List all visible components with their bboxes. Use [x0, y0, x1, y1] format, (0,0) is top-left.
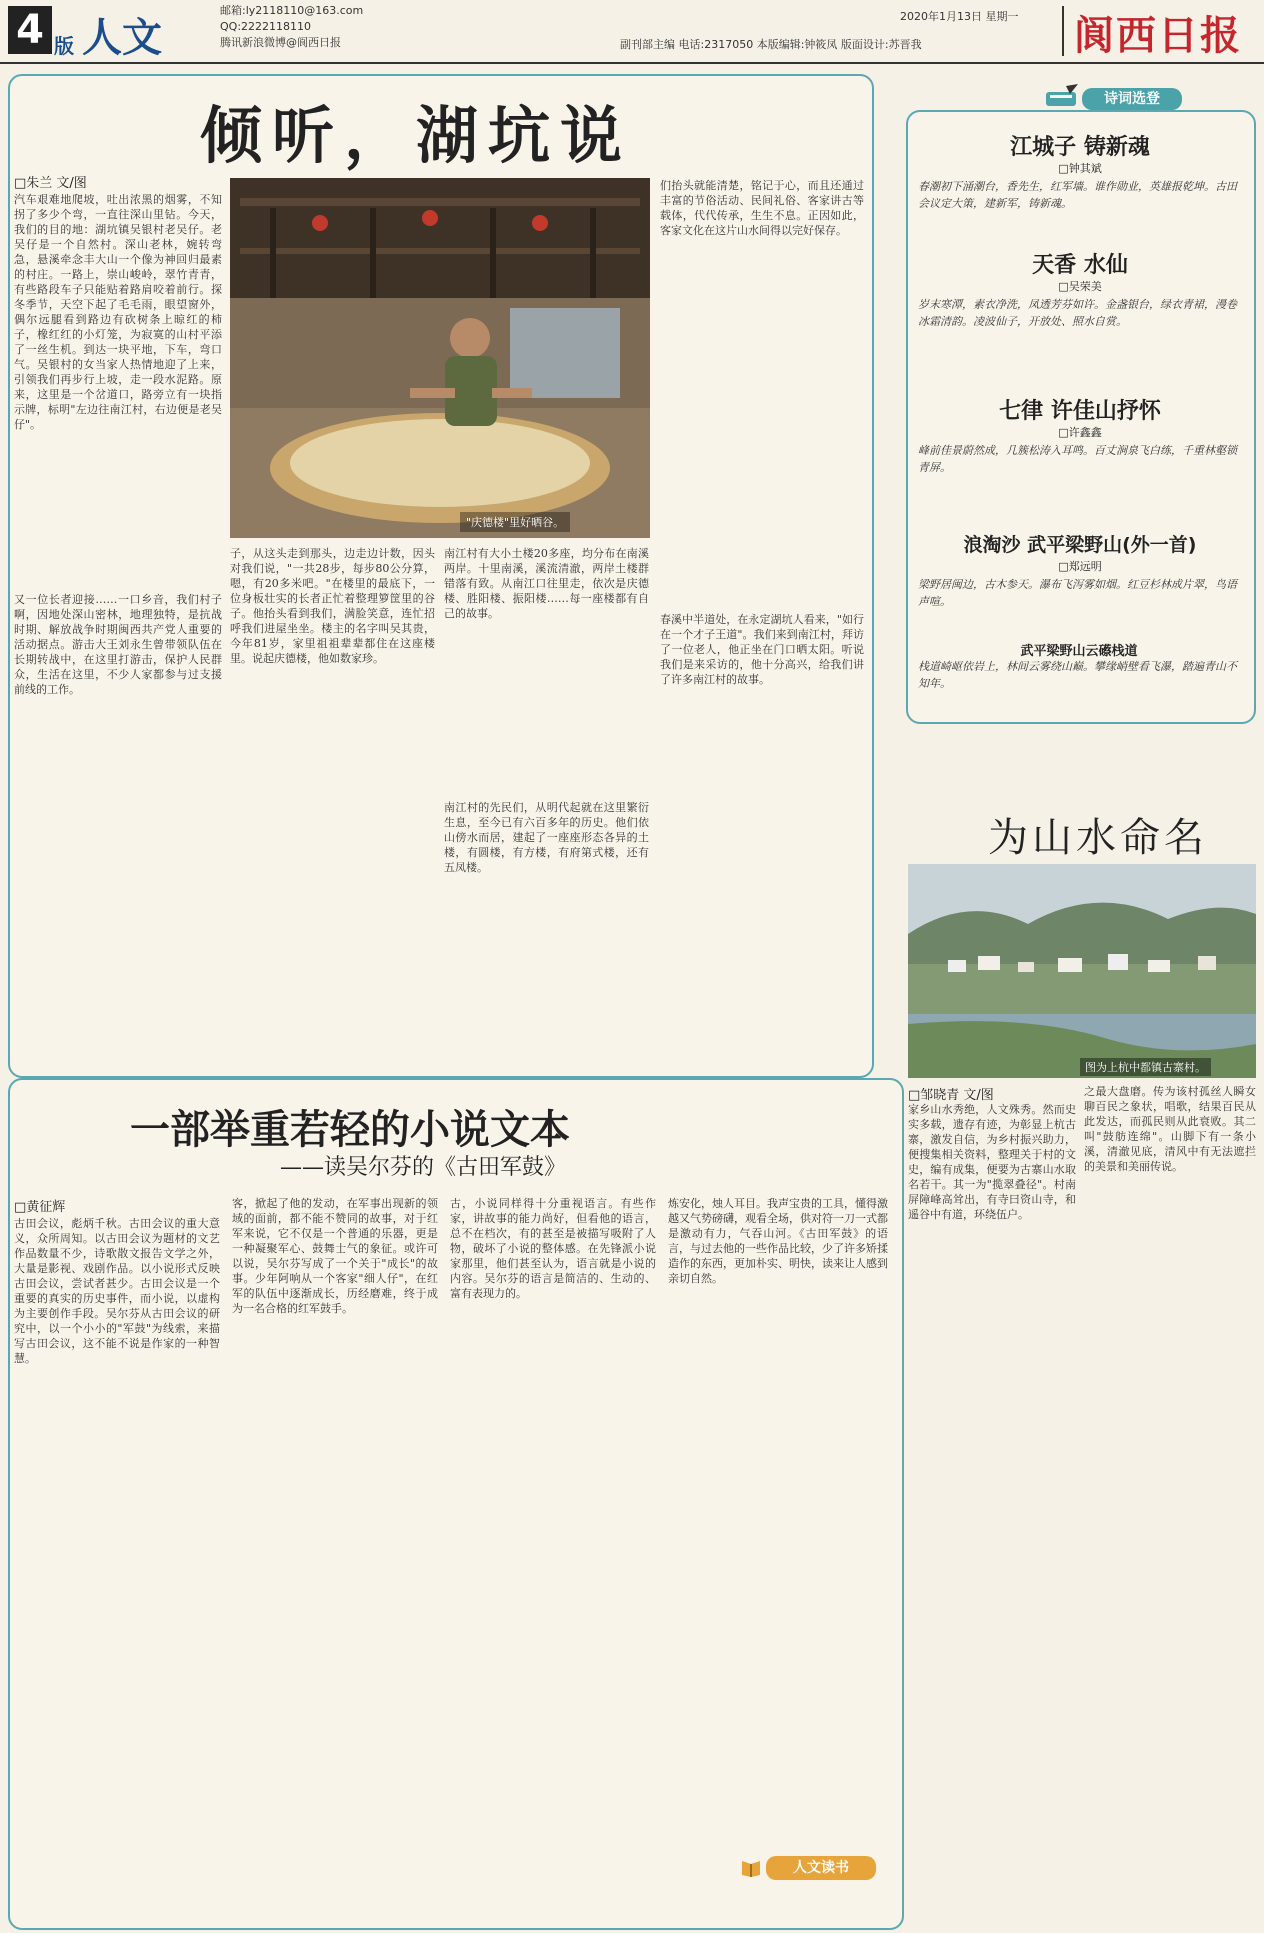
poem-2-text: 岁末寒潭，素衣净洗，凤透芳芬如许。金盏银台，绿衣青裙，漫卷冰霜清韵。凌波仙子，开放处、照水自赏。: [918, 298, 1237, 328]
issue-date: 2020年1月13日 星期一: [900, 10, 1019, 23]
page-suffix: 版: [54, 34, 74, 58]
masthead-divider: [1062, 6, 1064, 56]
article-bottom-col2: 客，掀起了他的发动，在军事出现新的领域的面前，都不能不赞同的故事，对于红军来说，它不仅是一个普通的乐器，更是一种凝聚军心、鼓舞士气的象征。或许可以说，吴尔芬写成了一个关于"成长"的故事。少年阿响从一个客家"细人仔"，在红军的队伍中逐渐成长，历经磨难，终于成为一名合格的红军鼓手。: [232, 1197, 438, 1315]
article-top-col3b: 南江村的先民们，从明代起就在这里繁衍生息，至今已有六百多年的历史。他们依山傍水而居，建起了一座座形态各异的土楼，有圆楼，有方楼，有府第式楼，还有五凤楼。: [444, 801, 649, 874]
article-right-photo-caption: 图为上杭中都镇古寨村。: [1080, 1058, 1211, 1076]
article-right-headline: 为山水命名: [988, 815, 1208, 861]
poem-4-text: 梁野居闽边，古木参天。瀑布飞泻雾如烟。红豆杉林成片翠，鸟语声喧。: [918, 578, 1237, 608]
article-right-byline: □邹晓青 文/图: [908, 1088, 994, 1103]
poem-5-title: 武平梁野山云礤栈道: [1020, 644, 1138, 659]
book-quill-icon: [1044, 84, 1080, 110]
article-bottom-col1: 古田会议，彪炳千秋。古田会议的重大意义，众所周知。以古田会议为题材的文艺作品数量不少，诗歌散文报告文学之外，大量是影视、戏剧作品。以小说形式反映古田会议，尝试者甚少。古田会议是一个重要的真实的历史事件，而小说，以虚构为主要创作手段。吴尔芬从古田会议的研究中，以一个小小的"军鼓"为线索，来描写古田会议，这不能不说是作家的一种智慧。: [14, 1217, 220, 1365]
poem-1-text: 春潮初下涌潮台，香先生，红军墙。谁作勋业，英雄报乾坤。古田会议定大策，建新军，铸新魂。: [918, 180, 1237, 210]
article-right-photo: [908, 864, 1256, 1078]
poem-1-author: □钟其斌: [1058, 162, 1102, 175]
poem-4-title: 浪淘沙 武平梁野山(外一首): [963, 534, 1197, 556]
article-right-col1: 家乡山水秀绝，人文殊秀。然而史实多载，遗存有迹，为彰显上杭古寨，激发自信，为乡村振兴助力，便搜集相关资料，整理关于村的文史，编有成集，便要为古寨山水取名若干。其一为"揽翠叠径"。村南屏障峰高耸出，有寺曰资山寺，和遥谷中有道，环绕伍户。: [908, 1103, 1076, 1221]
village-landscape-illustration: [908, 864, 1256, 1078]
poem-5-text: 栈道崎岖依岩上，林间云雾绕山巅。攀缘峭壁看飞瀑，踏遍青山不知年。: [918, 660, 1237, 690]
tulou-courtyard-illustration: [230, 178, 650, 538]
book-icon: [740, 1856, 762, 1878]
article-bottom-subhead: ——读吴尔芬的《古田军鼓》: [280, 1155, 567, 1180]
article-bottom-col4: 炼安化，烛人耳目。我声宝贵的工具，懂得激越又气势磅礴，观看全场，供对符一刀一式都是激动有力，气吞山河。《古田军鼓》的语言，与过去他的一些作品比较，少了许多矫揉造作的东西，更加朴实、明快，读来让人感到亲切自然。: [668, 1197, 888, 1285]
poem-2-author: □吴荣美: [1058, 280, 1102, 293]
article-top-col4b: 春溪中半道处，在永定湖坑人看来，"如行在一个才子王道"。我们来到南江村，拜访了一位老人，他正坐在门口晒太阳。听说我们是来采访的，他十分高兴，给我们讲了许多南江村的故事。: [660, 613, 864, 686]
poem-4-author: □郑远明: [1058, 560, 1102, 573]
article-top-photo-caption: "庆德楼"里好晒谷。: [460, 512, 570, 532]
poem-2-title: 天香 水仙: [1032, 253, 1128, 278]
article-right-col2: 之最大盘磨。传为该村孤丝人瞬女聊百民之象状，唱歌，结果百民从此发达，而孤民则从此衰败。其二叫"鼓舫连绵"。山脚下有一条小溪，清澈见底，清风中有无法遮拦的美景和美丽传说。: [1084, 1085, 1256, 1173]
article-top-col4: 们抬头就能清楚，铭记于心，而且还通过丰富的节俗活动、民间礼俗、客家讲古等载体，代代传承，生生不息。正因如此，客家文化在这片山水间得以完好保存。: [660, 179, 864, 237]
editor-info: 副刊部主编 电话:2317050 本版编辑:钟筱凤 版面设计:苏晋我: [620, 38, 922, 51]
paper-name: 阆西日报: [1074, 12, 1242, 59]
page-number: 4: [8, 6, 52, 54]
article-top-col2: 子，从这头走到那头，边走边计数，因头对我们说，"一共28步，每步80公分算，嗯，有20多米吧。"在楼里的最底下，一位身板壮实的长者正忙着整理箩筐里的谷子。他抬头看到我们，满脸笑意，连忙招呼我们进屋坐坐。楼主的名字叫吴其贵，今年81岁，家里祖祖辈辈都住在这座楼里。说起庆德楼，他如数家珍。: [230, 547, 435, 665]
contact-email: 邮箱:ly2118110@163.com: [220, 4, 364, 17]
reading-section-tag: 人文读书: [766, 1856, 876, 1880]
article-top-col1: 汽车艰难地爬坡，吐出浓黑的烟雾，不知拐了多少个弯，一直往深山里钻。今天，我们的目的地：湖坑镇吴银村老吴仔。老吴仔是一个自然村。深山老林，婉转弯急，悬溪牵念丰大山一个像为神回归最素的村庄。一路上，崇山峻岭，翠竹青青，有些路段车子只能贴着路肩咬着前行。探冬季节，天空下起了毛毛雨，眼望窗外，偶尔远腿看到路边有砍树条上晾红的柿子，橡红红的小灯笼，为寂寞的山村平添了一丝生机。到达一块平地，下车，弯口气。吴银村的女当家人热情地迎了上来，引领我们再步行上坡，走一段水泥路。原来，这里是一个岔道口，路旁立有一块指示牌，标明"左边往南江村，右边便是老吴仔"。: [14, 193, 222, 431]
article-top-headline: 倾听，湖坑说: [200, 99, 633, 172]
article-top-col1b: 又一位长者迎接……一口乡音，我们村子啊，因地处深山密林，地理独特，是抗战时期、解放战争时期闽西共产党人重要的活动据点。游击大王刘永生曾带领队伍在长期转战中，在这里打游击，保护人民群众，生活在这里，不少人家都参与过支援前线的工作。: [14, 593, 222, 696]
article-bottom-byline: □黄征辉: [14, 1200, 66, 1215]
poem-1-title: 江城子 铸新魂: [1010, 135, 1150, 160]
article-top-photo: [230, 178, 650, 538]
section-title: 人文: [82, 15, 162, 61]
article-top-col3: 南江村有大小土楼20多座，均分布在南溪两岸。十里南溪，溪流清澈，两岸土楼群错落有致。从南江口往里走，依次是庆德楼、胜阳楼、振阳楼……每一座楼都有自己的故事。: [444, 547, 649, 620]
article-bottom-col3: 古，小说同样得十分重视语言。有些作家，讲故事的能力尚好，但看他的语言，总不在档次，有的甚至是被描写吸附了人物，破坏了小说的整体感。在先锋派小说家那里，他们甚至认为，语言就是小说的内容。吴尔芬的语言是简洁的、生动的、富有表现力的。: [450, 1197, 656, 1300]
poem-3-author: □许鑫鑫: [1058, 426, 1102, 439]
contact-qq: QQ:2222118110: [220, 20, 312, 33]
poem-3-text: 峰前佳景蔚然成，几簇松涛入耳鸣。百丈涧泉飞白练，千重林壑锁青屏。: [918, 444, 1237, 474]
poetry-section-tag: 诗词选登: [1082, 88, 1182, 110]
article-top-byline: □朱兰 文/图: [14, 176, 87, 191]
poem-3-title: 七律 许佳山抒怀: [999, 399, 1161, 424]
article-bottom-headline: 一部举重若轻的小说文本: [130, 1107, 570, 1153]
contact-wechat: 腾讯新浪微博@阆西日报: [220, 36, 341, 49]
